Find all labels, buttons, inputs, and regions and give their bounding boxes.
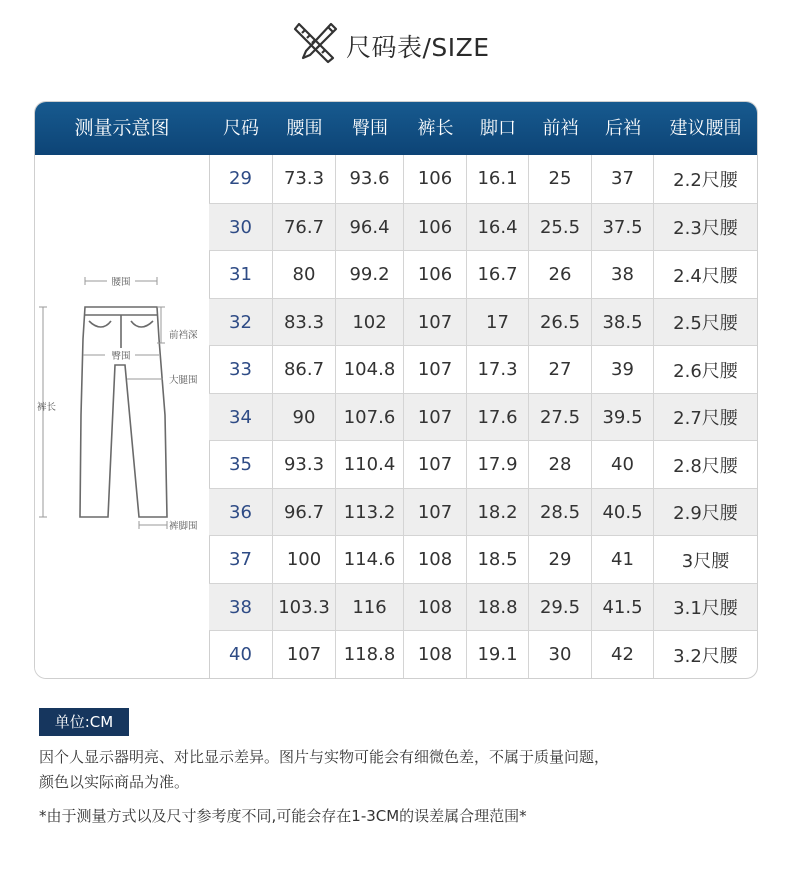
- cell-suggested-waist: 2.6尺腰: [673, 360, 738, 382]
- cell-back-rise: 38.5: [592, 299, 654, 347]
- table-row: [209, 203, 757, 252]
- cell-back-rise: 40: [592, 441, 654, 489]
- cell-waist: 80: [273, 251, 336, 299]
- cell-length: 106: [404, 251, 467, 299]
- cell-back-rise: 40.5: [592, 489, 654, 537]
- cell-size: 34: [209, 394, 273, 442]
- cell-length: 108: [404, 631, 467, 679]
- table-row: [209, 345, 757, 394]
- cell-hip: 118.8: [336, 631, 404, 679]
- cell-size: 40: [209, 631, 273, 679]
- cell-back-rise: 37.5: [592, 204, 654, 252]
- note-line-1: 因个人显示器明亮、对比显示差异。图片与实物可能会有细微色差，不属于质量问题，: [39, 748, 610, 766]
- unit-badge: 单位:CM: [39, 708, 129, 736]
- diagram-label-front-rise: 前裆深: [169, 330, 198, 341]
- cell-size: 38: [209, 584, 273, 632]
- header-waist: 腰围: [286, 118, 323, 139]
- cell-suggested-waist: 2.5尺腰: [673, 313, 738, 335]
- cell-front-rise: 26: [529, 251, 592, 299]
- cell-hip: 107.6: [336, 394, 404, 442]
- cell-size: 31: [209, 251, 273, 299]
- diagram-label-hem: 裤脚围: [169, 521, 198, 532]
- cell-front-rise: 25: [529, 155, 592, 203]
- header-suggested-waist: 建议腰围: [669, 118, 742, 139]
- cell-suggested-waist: 2.8尺腰: [673, 455, 738, 477]
- cell-length: 106: [404, 204, 467, 252]
- header-length: 裤长: [417, 118, 454, 139]
- cell-hip: 116: [336, 584, 404, 632]
- header-diagram: 测量示意图: [74, 117, 170, 139]
- size-table: [34, 101, 758, 679]
- cell-back-rise: 37: [592, 155, 654, 203]
- cell-waist: 83.3: [273, 299, 336, 347]
- cell-waist: 103.3: [273, 584, 336, 632]
- table-row: [209, 440, 757, 489]
- cell-front-rise: 29: [529, 536, 592, 584]
- ruler-pencil-icon: [293, 20, 339, 64]
- cell-back-rise: 42: [592, 631, 654, 679]
- page-title: 尺码表/SIZE: [346, 33, 490, 62]
- cell-front-rise: 26.5: [529, 299, 592, 347]
- cell-length: 107: [404, 394, 467, 442]
- cell-hem: 19.1: [467, 631, 529, 679]
- table-row: [209, 488, 757, 537]
- cell-front-rise: 27.5: [529, 394, 592, 442]
- cell-front-rise: 28.5: [529, 489, 592, 537]
- cell-hem: 18.5: [467, 536, 529, 584]
- table-row: [209, 393, 757, 442]
- cell-hem: 17.3: [467, 346, 529, 394]
- cell-size: 32: [209, 299, 273, 347]
- table-header: [35, 102, 757, 155]
- cell-back-rise: 39: [592, 346, 654, 394]
- cell-length: 107: [404, 441, 467, 489]
- cell-length: 107: [404, 346, 467, 394]
- cell-length: 107: [404, 489, 467, 537]
- cell-size: 35: [209, 441, 273, 489]
- cell-suggested-waist: 2.9尺腰: [673, 503, 738, 525]
- measurement-diagram: [35, 155, 210, 678]
- cell-size: 37: [209, 536, 273, 584]
- cell-hip: 96.4: [336, 204, 404, 252]
- cell-length: 106: [404, 155, 467, 203]
- table-row: [209, 630, 757, 679]
- cell-length: 108: [404, 536, 467, 584]
- header-hip: 臀围: [352, 118, 388, 139]
- cell-hem: 18.2: [467, 489, 529, 537]
- cell-back-rise: 41.5: [592, 584, 654, 632]
- cell-suggested-waist: 3.2尺腰: [673, 645, 738, 667]
- cell-waist: 107: [273, 631, 336, 679]
- cell-suggested-waist: 2.7尺腰: [673, 408, 738, 430]
- note-line-2: 颜色以实际商品为准。: [39, 773, 190, 791]
- header-size: 尺码: [223, 118, 259, 139]
- cell-back-rise: 38: [592, 251, 654, 299]
- cell-front-rise: 30: [529, 631, 592, 679]
- cell-hem: 16.1: [467, 155, 529, 203]
- cell-length: 107: [404, 299, 467, 347]
- cell-back-rise: 39.5: [592, 394, 654, 442]
- cell-hem: 16.4: [467, 204, 529, 252]
- cell-hem: 17.9: [467, 441, 529, 489]
- diagram-label-thigh: 大腿围: [169, 375, 198, 386]
- cell-size: 36: [209, 489, 273, 537]
- cell-hem: 17.6: [467, 394, 529, 442]
- cell-hem: 17: [467, 299, 529, 347]
- table-row: [209, 298, 757, 347]
- diagram-label-length: 裤长: [37, 402, 57, 413]
- table-row: [209, 583, 757, 632]
- header-back-rise: 后裆: [605, 118, 641, 139]
- page-header: [0, 14, 790, 70]
- cell-hip: 110.4: [336, 441, 404, 489]
- cell-hip: 113.2: [336, 489, 404, 537]
- header-hem: 脚口: [480, 118, 516, 139]
- cell-waist: 86.7: [273, 346, 336, 394]
- note-line-3: *由于测量方式以及尺寸参考度不同,可能会存在1-3CM的误差属合理范围*: [39, 807, 527, 825]
- cell-hem: 18.8: [467, 584, 529, 632]
- table-row: [209, 155, 757, 203]
- cell-front-rise: 25.5: [529, 204, 592, 252]
- cell-hip: 93.6: [336, 155, 404, 203]
- table-row: [209, 535, 757, 584]
- cell-hip: 102: [336, 299, 404, 347]
- cell-waist: 100: [273, 536, 336, 584]
- cell-waist: 73.3: [273, 155, 336, 203]
- cell-size: 33: [209, 346, 273, 394]
- cell-hip: 99.2: [336, 251, 404, 299]
- cell-waist: 90: [273, 394, 336, 442]
- cell-hip: 104.8: [336, 346, 404, 394]
- pants-diagram: [35, 155, 209, 678]
- cell-front-rise: 29.5: [529, 584, 592, 632]
- cell-back-rise: 41: [592, 536, 654, 584]
- cell-waist: 93.3: [273, 441, 336, 489]
- cell-suggested-waist: 2.2尺腰: [673, 169, 738, 191]
- cell-waist: 96.7: [273, 489, 336, 537]
- header-front-rise: 前裆: [542, 118, 579, 139]
- cell-waist: 76.7: [273, 204, 336, 252]
- cell-size: 29: [209, 155, 273, 203]
- cell-suggested-waist: 2.4尺腰: [673, 265, 738, 287]
- cell-front-rise: 28: [529, 441, 592, 489]
- cell-suggested-waist: 3尺腰: [681, 550, 730, 572]
- cell-suggested-waist: 3.1尺腰: [673, 598, 738, 620]
- cell-front-rise: 27: [529, 346, 592, 394]
- cell-hem: 16.7: [467, 251, 529, 299]
- diagram-label-waist: 腰围: [111, 277, 131, 288]
- cell-length: 108: [404, 584, 467, 632]
- diagram-label-hip: 臀围: [111, 351, 131, 362]
- cell-size: 30: [209, 204, 273, 252]
- cell-suggested-waist: 2.3尺腰: [673, 218, 738, 240]
- table-row: [209, 250, 757, 299]
- cell-hip: 114.6: [336, 536, 404, 584]
